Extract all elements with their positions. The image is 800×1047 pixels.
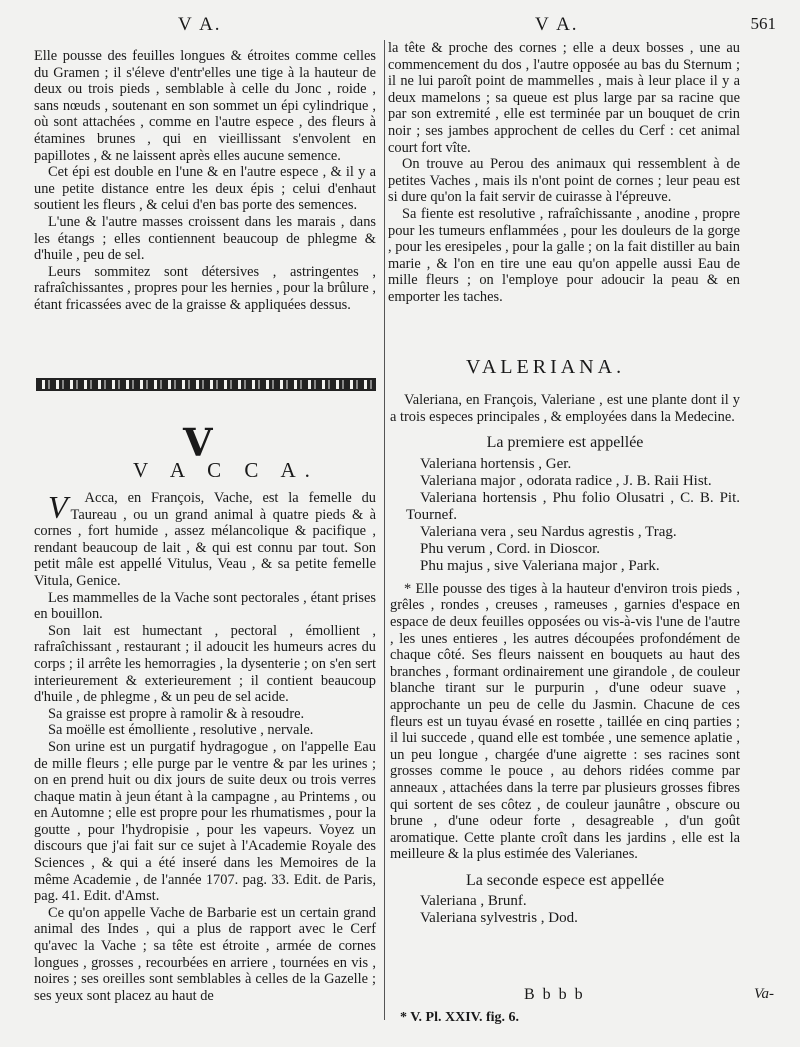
synonym-item: Valeriana sylvestris , Dod. <box>420 910 578 927</box>
running-head-left: V A. <box>178 14 222 35</box>
signature-mark: B b b b <box>524 986 585 1003</box>
synonym-item: Valeriana , Brunf. <box>420 893 527 910</box>
catchword: Va- <box>754 986 774 1002</box>
paragraph: Sa fiente est resolutive , rafraîchissante , anodine , propre pour les tumeurs enflammées , pour les douleurs de la gorge , pour les eresipeles , pour la galle ; on la fait distiller au bain marie , & l'on en tire une eau qu'on appelle aussi Eau de mille fleurs ; on l'employe pour adoucir la peau & en emporter les taches. <box>388 205 740 305</box>
subheading: La seconde espece est appellée <box>465 871 665 889</box>
paragraph: Son lait est humectant , pectoral , émollient , rafraîchissant , restaurant ; il adoucit les humeurs acres du corps ; il arrête les hemorragies , la dysenterie ; on s'en sert interieurement & exterieurement ; il contient beaucoup d'huile , de phlegme , & un peu de sel acide. <box>34 622 376 706</box>
paragraph: * Elle pousse des tiges à la hauteur d'environ trois pieds , grêles , rondes , creuses , rameuses , garnies d'espace en espace de deux feuilles opposées ou vis-à-vis l'une de l'autre , les unes entieres , les autres découpées profondément de chaque côté. Ses fleurs naissent en bouquets au haut des branches , formant ordinairement une girandole , de couleur blanche tirant sur le purpurin , d'une odeur suave , approchante un peu de celle du Jasmin. Chacune de ces fleurs est un tuyau évasé en rosette , taillée en cinq parties ; il lui succede , quand elle est tombée , une semence aplatie , un peu longue , chargée d'une aigrette : ses racines sont grosses comme le pouce , au dehors ridées comme par anneaux , attachées dans la terre par plusieurs grosses fibres qui sortent de ses côtez , de couleur jaunâtre , obscure ou brune , d'une odeur forte , desagreable , d'un goût aromatique. Cette plante croît dans les jardins , elle est la meilleure & la plus estimée des Valerianes. <box>390 580 740 863</box>
page-number: 561 <box>750 14 776 33</box>
synonym-item: Valeriana major , odorata radice , J. B. Raii Hist. <box>420 472 712 489</box>
first-paragraph-text: Acca, en François, Vache, est la femelle du Taureau , ou un grand animal à quatre pieds & à cornes , fort humide , assez mélancolique & pacifique , rendant beaucoup de lait , & qui est connu par tout. Son petit mâle est appellé Vitulus, Veau , & sa petite femelle Vitula, Genice. <box>34 490 376 589</box>
ornamental-band <box>36 378 376 391</box>
valeriana-entry <box>390 392 740 927</box>
paragraph: la tête & proche des cornes ; elle a deux bosses , une au commencement du dos , l'autre opposée au bas du Sternum ; il ne lui paroît point de mammelles , mais à leur place il y a deux mamelons ; sa queue est plus large par sa racine que par son extremité , elle est terminée par un bouquet de crin noir ; ses jambes approchent de celles du Cerf : cet animal court fort vîte. <box>388 40 740 156</box>
synonym-item: Valeriana hortensis , Ger. <box>420 455 572 472</box>
running-head-right: V A. <box>535 14 579 35</box>
footnote: * V. Pl. XXIV. fig. 6. <box>400 1010 520 1025</box>
paragraph: Les mammelles de la Vache sont pectorales , étant prises en bouillon. <box>34 589 376 623</box>
right-column-top <box>388 40 740 306</box>
synonym-item: Phu majus , sive Valeriana major , Park. <box>420 557 660 574</box>
section-letter: V <box>183 420 213 465</box>
paragraph: Sa graisse est propre à ramolir & à resoudre. <box>48 705 305 722</box>
entry-title-valeriana: VALERIANA. <box>466 356 626 378</box>
vacca-entry <box>34 490 376 1004</box>
synonym-list <box>390 456 740 575</box>
synonym-item: Valeriana vera , seu Nardus agrestis , Trag. <box>420 523 677 540</box>
paragraph: Valeriana, en François, Valeriane , est une plante dont il y a trois especes principales , & employées dans la Medecine. <box>390 392 740 425</box>
paragraph: Son urine est un purgatif hydragogue , on l'appelle Eau de mille fleurs ; elle purge par le ventre & par les urines ; on en prend huit ou dix jours de suite deux ou trois verres chaque matin à jeun étant à la campagne , au Printems , ou en Automne ; elle est propre pour les rhumatismes , pour la goutte , pour l'hydropisie , pour les vapeurs. Voyez un discours que j'ai fait sur ce sujet à l'Academie Royale des Sciences , & qui a été inseré dans les Memoires de la même Academie , de l'année 1707. pag. 33. Edit. de Paris, pag. 41. Edit. d'Amst. <box>34 738 376 905</box>
left-column-top <box>34 48 376 314</box>
synonym-item: Valeriana hortensis , Phu folio Olusatri , C. B. Pit. Tournef. <box>406 489 740 523</box>
paragraph: Leurs sommitez sont détersives , astringentes , rafraîchissantes , propres pour les hernies , pour la brûlure , étant fricassées avec de la graisse & appliquées dessus. <box>34 263 376 313</box>
synonym-item: Phu verum , Cord. in Dioscor. <box>420 540 600 557</box>
drop-cap: V <box>48 489 68 525</box>
entry-title-vacca: V A C C A. <box>133 458 319 482</box>
paragraph: Cet épi est double en l'une & en l'autre espece , & il y a une petite distance entre les deux épis ; celui d'enhaut soutient les fleurs , & celui d'en bas porte des semences. <box>34 164 376 214</box>
paragraph <box>34 490 376 590</box>
paragraph: L'une & l'autre masses croissent dans les marais , dans les étangs ; elles contiennent beaucoup de phlegme & d'huile , peu de sel. <box>34 213 376 264</box>
subheading: La premiere est appellée <box>486 434 644 452</box>
column-divider <box>384 40 385 1020</box>
synonym-list <box>390 893 740 927</box>
paragraph: Elle pousse des feuilles longues & étroites comme celles du Gramen ; il s'éleve d'entr'elles une tige à la hauteur de deux ou trois pieds , semblable à celle du Jonc , roide , sans nœuds , soutenant en son sommet un épi cylindrique , où sont attachées , comme en l'autre espece , des fleurs à étamines brunes , qui en vieillissant s'envolent en papillotes , & ne laissent après elles aucune semence. <box>34 48 376 164</box>
paragraph: On trouve au Perou des animaux qui ressemblent à de petites Vaches , mais ils n'ont point de cornes ; leur peau est si dure qu'on la fait servir de cuirasse à l'épreuve. <box>388 156 740 206</box>
paragraph: Ce qu'on appelle Vache de Barbarie est un certain grand animal des Indes , qui a plus de rapport avec le Cerf qu'avec la Vache ; sa tête est étroite , armée de cornes longues , grosses , recourbées en arriere , tournées en vis , noires ; ses oreilles sont semblables à celles de la Gazelle ; ses yeux sont placez au haut de <box>34 904 376 1004</box>
paragraph: Sa moëlle est émolliente , resolutive , nervale. <box>48 722 314 739</box>
